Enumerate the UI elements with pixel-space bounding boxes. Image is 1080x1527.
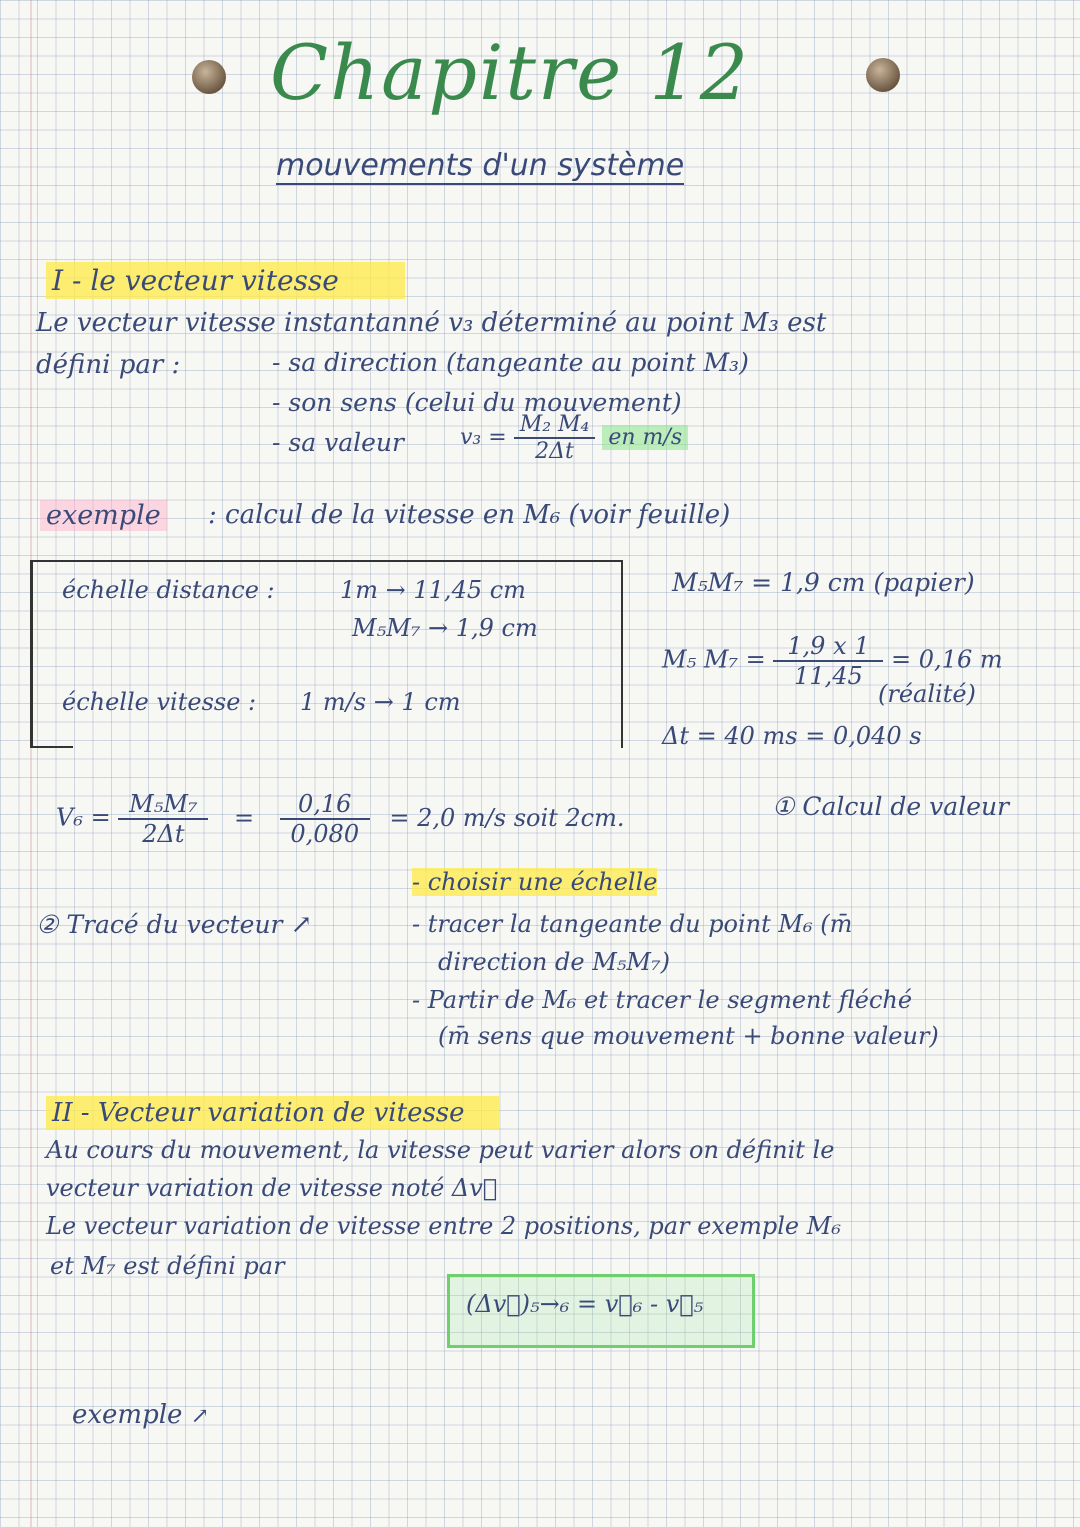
step-draw-segment: - Partir de M₆ et tracer le segment fléché	[412, 986, 913, 1014]
section2-line1: Au cours du mouvement, la vitesse peut varier alors on définit le	[46, 1136, 835, 1164]
v6-result: = 2,0 m/s soit 2cm.	[389, 803, 625, 832]
delta-v-formula: (Δv⃗)₅→₆ = v⃗₆ - v⃗₅	[466, 1290, 704, 1318]
scale-speed-value: 1 m/s → 1 cm	[300, 688, 461, 716]
v6-numerator: M₅M₇	[118, 790, 208, 820]
notebook-margin	[30, 0, 32, 1527]
example-text: : calcul de la vitesse en M₆ (voir feuille)	[208, 500, 731, 530]
v6-fraction	[118, 790, 208, 848]
real-measure-fraction	[773, 632, 883, 690]
step-sense: (m̄ sens que mouvement + bonne valeur)	[438, 1022, 939, 1050]
bullet-valeur: - sa valeur	[272, 428, 404, 457]
arrow-icon: ↗	[190, 1404, 210, 1429]
bullet-sens: - son sens (celui du mouvement)	[272, 388, 682, 417]
v6-denominator: 2Δt	[142, 820, 185, 848]
formula-v3-denominator: 2Δt	[535, 439, 574, 464]
section1-intro-line1: Le vecteur vitesse instantanné v₃ déterminé au point M₃ est	[36, 308, 827, 338]
page-subtitle: mouvements d'un système	[276, 148, 685, 183]
step-tangent: - tracer la tangeante du point M₆ (m̄	[412, 910, 853, 938]
real-measure-result: = 0,16 m	[891, 645, 1003, 674]
section-heading-2: II - Vecteur variation de vitesse	[46, 1096, 499, 1130]
v6-equals: =	[233, 803, 255, 832]
real-measure-denominator: 11,45	[794, 662, 863, 690]
formula-v3-fraction	[514, 412, 596, 464]
formula-v3-numerator: M₂ M₄	[514, 412, 596, 439]
section2-line4: et M₇ est défini par	[50, 1252, 285, 1280]
bullet-dot-left-icon	[192, 60, 226, 94]
example-2-label: exemple	[72, 1400, 183, 1430]
example-2	[72, 1400, 209, 1430]
section-heading-1: I - le vecteur vitesse	[46, 262, 405, 299]
curved-arrow-icon: ↗	[290, 910, 313, 940]
bullet-dot-right-icon	[866, 58, 900, 92]
formula-v3-unit: en m/s	[602, 425, 688, 450]
page-title: Chapitre 12	[270, 28, 751, 117]
section2-line3: Le vecteur variation de vitesse entre 2 positions, par exemple M₆	[46, 1212, 841, 1240]
example-label: exemple	[40, 500, 167, 531]
step-choose-scale-text: - choisir une échelle	[412, 868, 658, 896]
scale-speed-label: échelle vitesse :	[62, 688, 257, 716]
scale-distance-1: 1m → 11,45 cm	[340, 576, 526, 604]
step-choose-scale	[412, 868, 657, 896]
v6-fraction-2	[280, 790, 370, 848]
v6-denominator-2: 0,080	[290, 820, 360, 848]
bullet-direction: - sa direction (tangeante au point M₃)	[272, 348, 749, 377]
v6-calculation	[56, 790, 625, 848]
real-measure-lhs: M₅ M₇ =	[662, 645, 766, 674]
v6-lhs: V₆ =	[56, 803, 111, 832]
real-measure-numerator: 1,9 x 1	[773, 632, 883, 662]
scale-distance-label: échelle distance :	[62, 576, 275, 604]
real-measure-note: (réalité)	[878, 680, 976, 708]
paper-measure: M₅M₇ = 1,9 cm (papier)	[672, 568, 975, 597]
step-2-text: ② Tracé du vecteur	[36, 910, 283, 939]
scale-distance-2: M₅M₇ → 1,9 cm	[352, 614, 538, 642]
formula-v3-lhs: v₃ =	[460, 425, 507, 450]
step-2-label	[36, 910, 312, 940]
formula-v3	[460, 412, 688, 464]
section2-line2: vecteur variation de vitesse noté Δv⃗	[46, 1174, 498, 1202]
step-1-label: ① Calcul de valeur	[772, 792, 1010, 821]
delta-t-line: Δt = 40 ms = 0,040 s	[662, 722, 922, 750]
v6-numerator-2: 0,16	[280, 790, 370, 820]
section1-intro-line2: défini par :	[36, 350, 181, 380]
step-direction: direction de M₅M₇)	[438, 948, 670, 976]
